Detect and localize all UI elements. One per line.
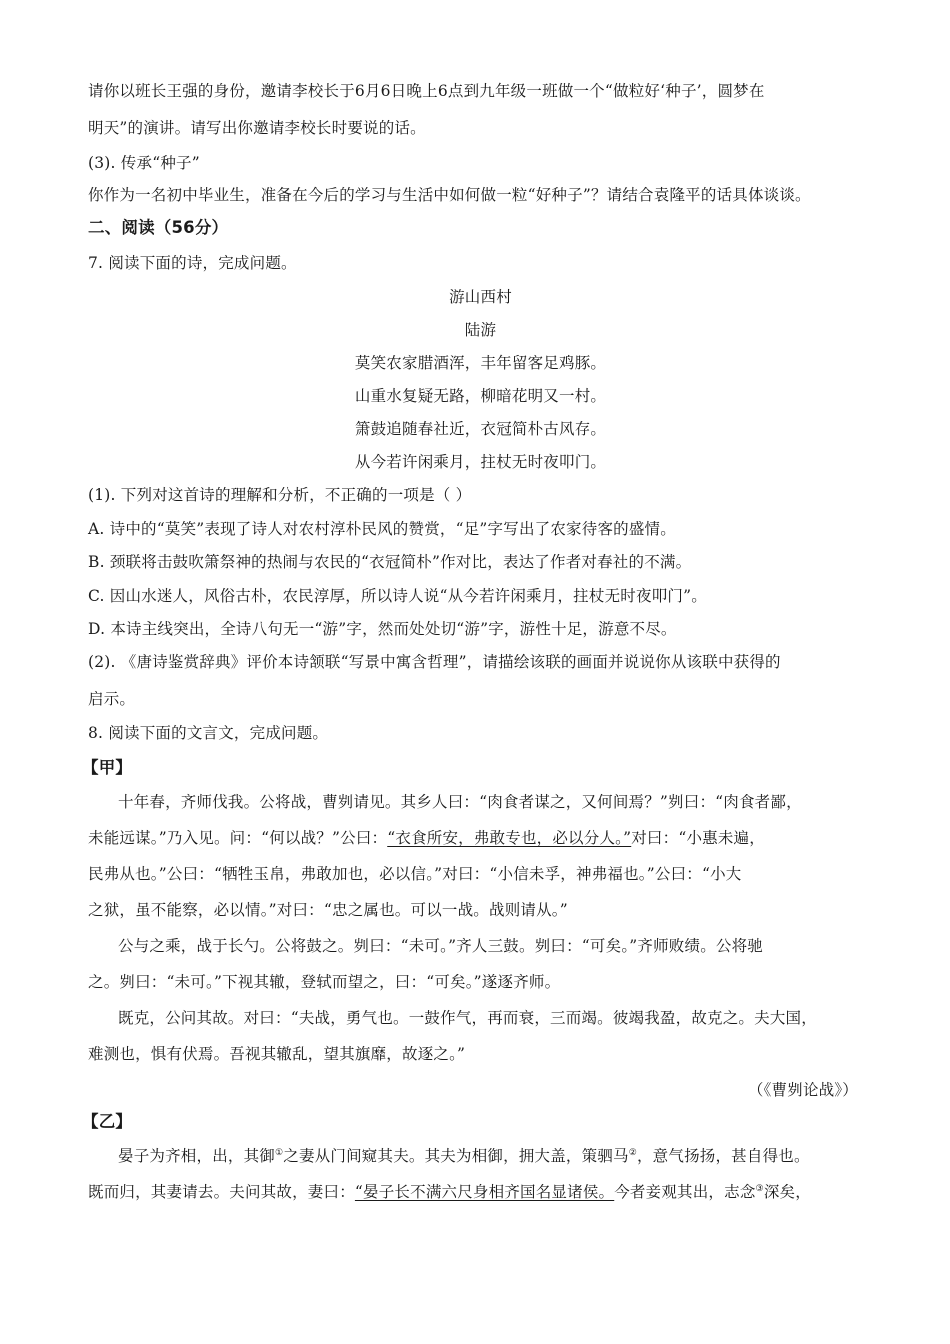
option-a: A. 诗中的“莫笑”表现了诗人对农村淳朴民风的赞赏，“足”字写出了农家待客的盛情。 [88,520,676,538]
passage-yi-line [118,1145,873,1167]
passage-text: 晏子为齐相，出，其御 [118,1147,276,1165]
passage-text: 未能远谋。”乃入见。问：“何以战？”公曰： [88,829,388,847]
footnote-marker: ② [628,1147,637,1158]
passage-text: 之妻从门间窥其夫。其夫为相御，拥大盖，策驷马 [283,1147,629,1165]
passage-jia-line: 之狱，虽不能察，必以情。”对曰：“忠之属也。可以一战。战则请从。” [88,901,568,919]
poem-author: 陆游 [464,321,497,339]
passage-jia-source: （《曹刿论战》） [747,1081,858,1099]
passage-yi-line [88,1181,873,1203]
passage-text: 深矣， [763,1183,811,1201]
question-7-1: (1). 下列对这首诗的理解和分析，不正确的一项是（ ） [88,486,472,504]
question-7-2-line-2: 启示。 [88,690,136,708]
passage-text: ，意气扬扬，甚自得也。 [636,1147,810,1165]
passage-text: 对曰：“小惠未遍， [631,829,765,847]
poem-line: 莫笑农家腊酒浑，丰年留客足鸡豚。 [354,354,607,372]
passage-jia-line: 民弗从也。”公曰：“牺牲玉帛，弗敢加也，必以信。”对曰：“小信未孚，神弗福也。”公曰：“小大 [88,865,742,883]
question-6-3-title: (3). 传承“种子” [88,154,200,172]
passage-text: 今者妾观其出，志念 [614,1183,756,1201]
question-6-3-prompt: 你作为一名初中毕业生，准备在今后的学习与生活中如何做一粒“好种子”？请结合袁隆平的话具体谈谈。 [88,186,811,204]
passage-jia-line: 公与之乘，战于长勺。公将鼓之。刿曰：“未可。”齐人三鼓。刿曰：“可矣。”齐师败绩。公将驰 [118,937,763,955]
poem-line: 箫鼓追随春社近，衣冠简朴古风存。 [354,420,607,438]
intro-line-2: 明天”的演讲。请写出你邀请李校长时要说的话。 [88,119,426,137]
option-c: C. 因山水迷人，风俗古朴，农民淳厚，所以诗人说“从今若许闲乘月，拄杖无时夜叩门”。 [88,587,707,605]
passage-jia-line: 十年春，齐师伐我。公将战，曹刿请见。其乡人曰：“肉食者谋之，又何间焉？”刿曰：“肉食者鄙， [118,793,802,811]
intro-line-1: 请你以班长王强的身份，邀请李校长于6月6日晚上6点到九年级一班做一个“做粒好‘种子’，圆梦在 [88,82,765,100]
passage-jia-line: 之。刿曰：“未可。”下视其辙，登轼而望之，曰：“可矣。”遂逐齐师。 [88,973,561,991]
question-7-stem: 7. 阅读下面的诗，完成问题。 [88,254,297,272]
poem-line: 从今若许闲乘月，拄杖无时夜叩门。 [354,453,607,471]
passage-jia-line [88,827,873,849]
passage-yi-label: 【乙】 [82,1112,133,1131]
passage-jia-line: 既克，公问其故。对曰：“夫战，勇气也。一鼓作气，再而衰，三而竭。彼竭我盈，故克之。夫大国， [118,1009,817,1027]
passage-text: 既而归，其妻请去。夫问其故，妻曰： [88,1183,355,1201]
option-d: D. 本诗主线突出，全诗八句无一“游”字，然而处处切“游”字，游性十足，游意不尽。 [88,620,677,638]
question-7-2-line-1: (2). 《唐诗鉴赏辞典》评价本诗颔联“写景中寓含哲理”，请描绘该联的画面并说说你从该联中获得的 [88,653,781,671]
section-heading-reading: 二、阅读（56分） [88,218,229,237]
passage-jia-label: 【甲】 [82,758,133,777]
footnote-marker: ③ [755,1183,764,1194]
underlined-sentence: “晏子长不满六尺身相齐国名显诸侯。 [354,1183,615,1201]
underlined-sentence: “衣食所安，弗敢专也，必以分人。” [387,829,632,847]
poem-line: 山重水复疑无路，柳暗花明又一村。 [354,387,607,405]
passage-jia-line: 难测也，惧有伏焉。吾视其辙乱，望其旗靡，故逐之。” [88,1045,466,1063]
poem-title: 游山西村 [449,288,512,306]
question-8-stem: 8. 阅读下面的文言文，完成问题。 [88,724,329,742]
option-b: B. 颈联将击鼓吹箫祭神的热闹与农民的“衣冠简朴”作对比，表达了作者对春社的不满。 [88,553,692,571]
footnote-marker: ① [275,1147,284,1158]
